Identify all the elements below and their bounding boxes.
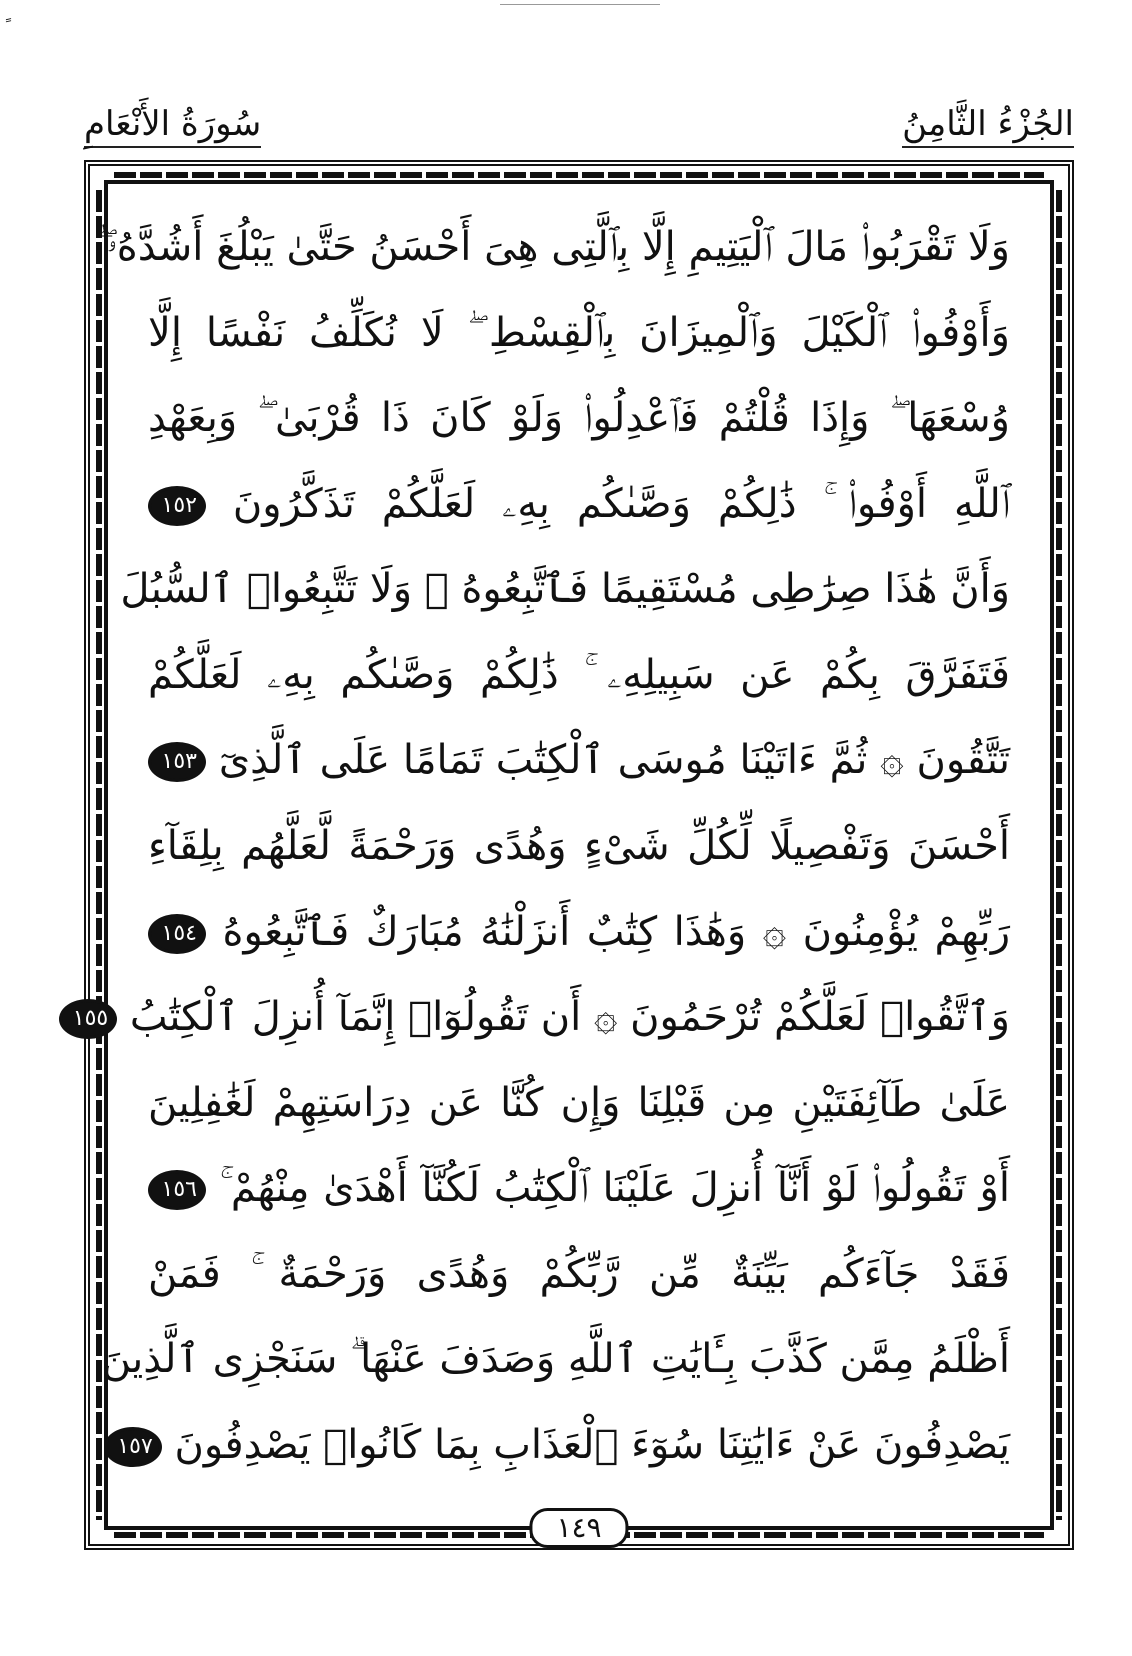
frame-border-right <box>1056 190 1062 1520</box>
verse-text: أَوْ تَقُولُوا۟ لَوْ أَنَّآ أُنزِلَ عَلَيْنَا ٱلْكِتَٰبُ لَكُنَّآ أَهْدَىٰ مِنْهُمْ ۚ <box>219 1165 1010 1212</box>
verse-line <box>148 899 1010 965</box>
quran-text <box>72 214 1011 1478</box>
verse-line <box>101 1326 1010 1392</box>
verse-text: فَقَدْ جَآءَكُم بَيِّنَةٌ مِّن رَّبِّكُمْ وَهُدًى وَرَحْمَةٌ ۚ فَمَنْ <box>148 1250 1010 1297</box>
verse-line <box>120 556 1010 622</box>
verse-line <box>148 385 1010 451</box>
ayah-number-marker: ١٥٣ <box>148 742 206 782</box>
verse-text: تَتَّقُونَ ۞ ثُمَّ ءَاتَيْنَا مُوسَى ٱلْكِتَٰبَ تَمَامًا عَلَى ٱلَّذِىٓ <box>218 737 1011 784</box>
verse-text: فَتَفَرَّقَ بِكُمْ عَن سَبِيلِهِۦ ۚ ذَٰلِكُمْ وَصَّىٰكُم بِهِۦ لَعَلَّكُمْ <box>148 651 1010 698</box>
text-panel <box>72 180 1054 1530</box>
page-header <box>84 100 1074 156</box>
verse-text: ٱللَّهِ أَوْفُوا۟ ۚ ذَٰلِكُمْ وَصَّىٰكُم بِهِۦ لَعَلَّكُمْ تَذَكَّرُونَ <box>232 480 1010 527</box>
verse-line <box>148 471 1010 537</box>
verse-text: أَحْسَنَ وَتَفْصِيلًا لِّكُلِّ شَىْءٍ وَهُدًى وَرَحْمَةً لَّعَلَّهُم بِلِقَآءِ <box>148 822 1010 869</box>
verse-line <box>148 813 1010 879</box>
verse-text: يَصْدِفُونَ عَنْ ءَايَٰتِنَا سُوٓءَ ٱلْعَذَابِ بِمَا كَانُوا۟ يَصْدِفُونَ <box>174 1421 1010 1468</box>
verse-text: رَبِّهِمْ يُؤْمِنُونَ ۞ وَهَٰذَا كِتَٰبٌ أَنزَلْنَٰهُ مُبَارَكٌ فَٱتَّبِعُوهُ <box>222 908 1011 955</box>
frame-border-top <box>114 172 1044 178</box>
verse-line <box>148 727 1010 793</box>
ayah-number-marker: ١٥٦ <box>148 1170 206 1210</box>
verse-line <box>148 300 1010 366</box>
verse-text: وَٱتَّقُوا۟ لَعَلَّكُمْ تُرْحَمُونَ ۞ أَن تَقُولُوٓا۟ إِنَّمَآ أُنزِلَ ٱلْكِتَٰبُ <box>129 994 1010 1041</box>
verse-text: عَلَىٰ طَآئِفَتَيْنِ مِن قَبْلِنَا وَإِن كُنَّا عَن دِرَاسَتِهِمْ لَغَٰفِلِينَ <box>148 1079 1010 1126</box>
scan-top-line <box>500 4 660 5</box>
frame-border-left <box>96 190 102 1520</box>
verse-line <box>148 642 1010 708</box>
verse-text: وَأَوْفُوا۟ ٱلْكَيْلَ وَٱلْمِيزَانَ بِٱلْقِسْطِ ۖ لَا نُكَلِّفُ نَفْسًا إِلَّا <box>148 309 1010 356</box>
decorative-frame <box>72 160 1074 1550</box>
verse-text: وُسْعَهَا ۖ وَإِذَا قُلْتُمْ فَٱعْدِلُوا۟ وَلَوْ كَانَ ذَا قُرْبَىٰ ۖ وَبِعَهْدِ <box>148 395 1010 442</box>
verse-line <box>117 1412 1010 1478</box>
verse-line <box>148 1070 1010 1136</box>
verse-line <box>148 1155 1010 1221</box>
page-number: ١٤٩ <box>529 1508 628 1548</box>
verse-text: أَظْلَمُ مِمَّن كَذَّبَ بِـَٔايَٰتِ ٱللَّهِ وَصَدَفَ عَنْهَا ۗ سَنَجْزِى ٱلَّذِينَ <box>101 1336 1010 1383</box>
ayah-number-marker: ١٥٥ <box>59 999 117 1039</box>
verse-text: وَلَا تَقْرَبُوا۟ مَالَ ٱلْيَتِيمِ إِلَّا بِٱلَّتِى هِىَ أَحْسَنُ حَتَّىٰ يَبْلُغَ أَشُدَّهُۥ ۖ <box>96 224 1010 270</box>
ayah-number-marker: ١٥٤ <box>148 914 206 954</box>
verse-line <box>96 214 1010 280</box>
verse-text: وَأَنَّ هَٰذَا صِرَٰطِى مُسْتَقِيمًا فَٱتَّبِعُوهُ ۖ وَلَا تَتَّبِعُوا۟ ٱلسُّبُلَ <box>120 566 1010 613</box>
ayah-number-marker: ١٥٢ <box>148 486 206 526</box>
surah-title: سُورَةُ الأَنْعَامِ <box>84 104 261 148</box>
verse-line <box>148 1241 1010 1307</box>
juz-title: الجُزْءُ الثَّامِنُ <box>902 104 1074 148</box>
ayah-number-marker: ١٥٧ <box>104 1427 162 1467</box>
verse-line <box>72 984 1010 1050</box>
